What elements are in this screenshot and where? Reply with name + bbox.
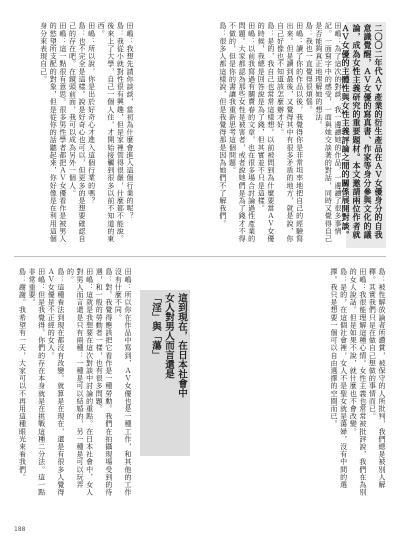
divider [14, 256, 386, 257]
paragraph: 田嶋：我很能理解這種心情。女性主義也常常被批評說，我們在為別的女人說話。但是如果不說，就什麼也不會改變。 [349, 268, 367, 496]
paragraph: 田嶋：但是我覺得，你們的存在本身就是在挑戰這種二分法。這一點非常重要。 [28, 268, 46, 496]
page-number: 188 [14, 526, 26, 533]
paragraph: 島：被性解放論者所讚賞，被保守的人所批判，我們總是被別人解釋。其實我們只是在做自己想做的事情而已。 [368, 268, 386, 489]
paragraph: 田嶋：我想先請你談談，當初為什麼會進入這個行業的呢？ [126, 22, 134, 220]
heading-line: 這到現在，在日本社會中 [176, 293, 187, 398]
paragraph: 島：也不完全是這樣。說是好奇心也可以，但更多的是想要確認自己的存在吧。在鏡頭前面，我可以成為另外一個人。 [68, 22, 87, 243]
paragraph: 田嶋：這一點很有意思。很多男性學者都把ＡＶ女優看作是被男人的慾望所支配的對象，但是從你的話聽起來，你好像是在利用這個身分來表現自己。 [39, 22, 67, 243]
paragraph: 島：我也一直覺得很煩惱。 [305, 22, 314, 114]
top-right-body [218, 22, 342, 244]
paragraph: 田嶋：所以說，你是出於好奇心才進入這個行業的嗎？ [87, 22, 96, 205]
intro-text: 二〇〇二年代ＡＶ產業的衍生產品在ＡＶ女優身分的自我意識覺醒，ＡＶ女優的寫真書、作家等身分參與文化的議論，成為女性主義研究的重要題材。本文邀請兩位作者就ＡＶ女優的主體性與女性主義評論之間的關係展開對談。 [341, 24, 383, 239]
heading-line: 「淫」與「蕩」 [150, 293, 161, 360]
paragraph: 田嶋：為了這次的對談，我一邊讀她的作品，一邊讀了很多事情記。一面寫字中的感受，一面與她交談著的對話，同時又覺得自己是否能夠真正地理解她的想法。 [314, 22, 342, 243]
paragraph: 島：是的，我自己也常常這樣想。以前被問到為什麼要當ＡＶ女優的時候，我總是回答說是為了錢，但其實並不只是這樣。 [257, 22, 275, 243]
paragraph: 島：很多人都這樣說，但是我覺得那是因為她們不了解我們。 [218, 22, 227, 228]
paragraph: 田嶋：讀了你的作品以後，我覺得你是非常坦率地把自己的經驗寫出來。但是讀到最後，又覺得其中有很多矛盾的地方，就是說，你自己好像也不知道該怎麼辦才好。 [276, 22, 304, 243]
paragraph: 島：是的，在這個社會裡，女人不是聖女就是蕩婦，沒有中間的選擇。我只是想要一個可以自由選擇的空間而已。 [330, 268, 348, 489]
top-left-body [14, 22, 134, 244]
paragraph: 田嶋：所以你在作品中寫到，ＡＶ女優也是一種工作，和其他的工作沒有什麼不同。 [114, 268, 132, 496]
paragraph: 田嶋：以前我寫過有關賣春的文章，也在很多場合討論過性產業的問題。大家都認為那些女性是被害者，或者說她們是為了錢才不得不做的，但是你的書讓我重新思考這個問題。 [228, 22, 256, 243]
paragraph: 島：對。我覺得應該把它看作是一種勞動。我們在拍攝現場受到的待遇，和一般的勞動者一樣，也有很多問題。 [95, 268, 113, 496]
paragraph: 島：謝謝。我希望有一天，大家可以不再用這種眼光來看我們。 [18, 268, 27, 481]
section-heading [140, 290, 190, 456]
bottom-left-body [14, 268, 132, 500]
paragraph: 島：這種看法到現在都沒有改變。就算是在現在，還是有很多人覺得ＡＶ女優是不正經的女人。 [47, 268, 65, 496]
paragraph: 田嶋：這就是我想要在這次對談中討論的重點。在日本社會中，女人對男人而言還是只有兩種：一種是可以結婚的，另一種是可以玩弄的。 [66, 268, 94, 496]
heading-line: 女人對男人而言還是 [163, 293, 174, 379]
intro-box [341, 22, 386, 248]
paragraph: 島：我從小就對性很有興趣，但是家裡管得很嚴，什麼都不能說。後來上了大學，自己一個人住，才開始接觸到很多以前不知道的東西。 [97, 22, 125, 243]
bottom-right-body [196, 268, 386, 500]
